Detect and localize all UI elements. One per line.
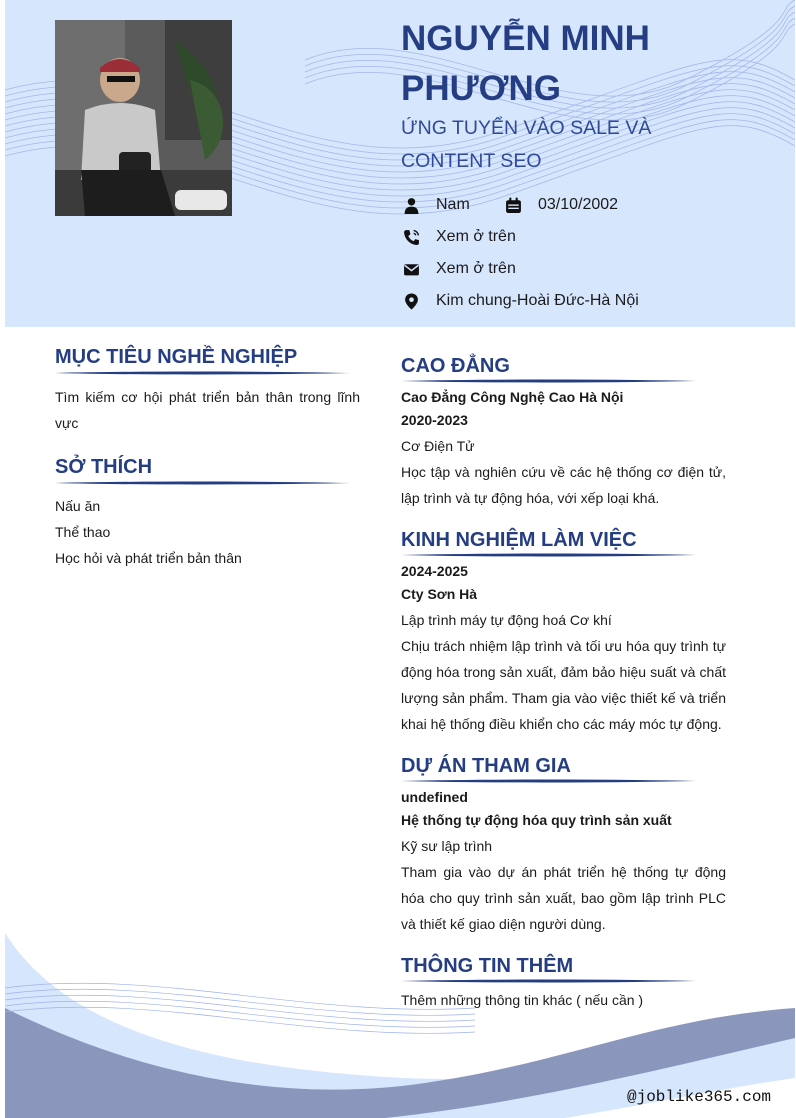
resume-page: [5, 0, 795, 1118]
hobbies-underline: [55, 480, 350, 486]
education-school: Cao Đẳng Công Nghệ Cao Hà Nội: [401, 389, 624, 405]
experience-title: KINH NGHIỆM LÀM VIỆC: [401, 529, 637, 551]
education-title: CAO ĐẲNG: [401, 355, 510, 377]
address-value: Kim chung-Hoài Đức-Hà Nội: [436, 292, 639, 309]
education-underline: [401, 378, 696, 384]
extra-underline: [401, 978, 696, 984]
gender-value: Nam: [436, 196, 470, 213]
project-name: Hệ thống tự động hóa quy trình sản xuất: [401, 812, 672, 828]
experience-period: 2024-2025: [401, 563, 468, 579]
envelope-icon: [401, 259, 421, 279]
career-goal-text: Tìm kiếm cơ hội phát triển bản thân trong lĩnh vực: [55, 389, 360, 431]
phone-icon: [401, 227, 421, 247]
calendar-icon: [503, 195, 523, 215]
experience-position: Lập trình máy tự động hoá Cơ khí: [401, 612, 612, 628]
experience-description: Chịu trách nhiệm lập trình và tối ưu hóa quy trình tự động hóa trong sản xuất, đảm bảo hiệu suất và chất lượng sản phẩm. Tham gia vào việc thiết kế và triển khai hệ thống điều khiển cho các máy móc tự động.: [401, 638, 726, 732]
email-value[interactable]: Xem ở trên: [436, 260, 516, 277]
birthdate-value: 03/10/2002: [538, 196, 619, 213]
career-goal-title: MỤC TIÊU NGHỀ NGHIỆP: [55, 346, 298, 368]
experience-company: Cty Sơn Hà: [401, 586, 478, 602]
candidate-name: NGUYỄN MINH PHƯƠNG: [401, 19, 650, 108]
user-icon: [401, 195, 421, 215]
candidate-role: ỨNG TUYỂN VÀO SALE VÀ CONTENT SEO: [401, 117, 652, 172]
phone-value[interactable]: Xem ở trên: [436, 228, 516, 245]
address-row: [401, 289, 639, 313]
project-period: undefined: [401, 789, 468, 805]
extra-title: THÔNG TIN THÊM: [401, 955, 574, 977]
education-major: Cơ Điện Tử: [401, 438, 475, 454]
gender-row: [401, 193, 470, 217]
projects-title: DỰ ÁN THAM GIA: [401, 755, 571, 777]
education-description: Học tập và nghiên cứu về các hệ thống cơ điện tử, lập trình và tự động hóa, với xếp loại khá.: [401, 464, 726, 506]
hobby-item: Thể thao: [55, 524, 111, 540]
extra-text: Thêm những thông tin khác ( nếu cần ): [401, 992, 644, 1008]
career-goal-underline: [55, 370, 350, 376]
education-period: 2020-2023: [401, 412, 468, 428]
map-pin-icon: [401, 291, 421, 311]
phone-row: [401, 225, 516, 249]
project-description: Tham gia vào dự án phát triển hệ thống tự động hóa cho quy trình sản xuất, bao gồm lập trình PLC và thiết kế giao diện người dùng.: [401, 864, 726, 932]
project-role: Kỹ sư lập trình: [401, 838, 493, 854]
email-row: [401, 257, 516, 281]
hobbies-title: SỞ THÍCH: [55, 456, 153, 478]
projects-underline: [401, 778, 696, 784]
watermark: @joblike365.com: [627, 1088, 772, 1106]
birthdate-row: [503, 193, 618, 217]
profile-photo: [55, 20, 232, 216]
hobby-item: Học hỏi và phát triển bản thân: [55, 550, 242, 566]
hobby-item: Nấu ăn: [55, 498, 101, 514]
experience-underline: [401, 552, 696, 558]
